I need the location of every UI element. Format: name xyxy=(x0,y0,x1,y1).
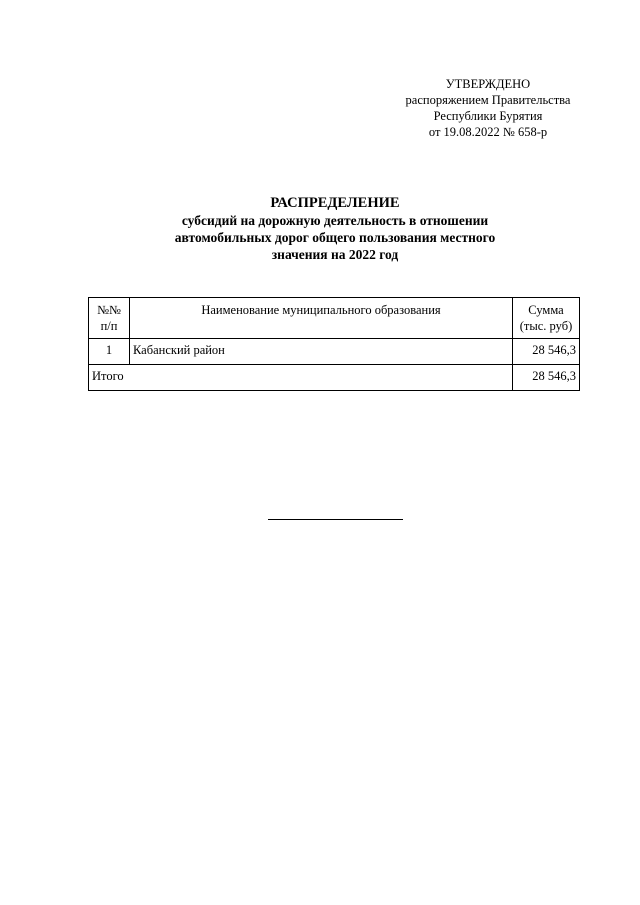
table-row xyxy=(89,339,580,365)
approval-republic: Республики Бурятия xyxy=(433,109,543,123)
document-title xyxy=(130,195,540,263)
distribution-table xyxy=(88,297,580,391)
table-total-row xyxy=(89,365,580,391)
total-label: Итого xyxy=(89,365,513,391)
header-sum: Сумма (тыс. руб) xyxy=(513,298,580,339)
table-header-row xyxy=(89,298,580,339)
row-sum: 28 546,3 xyxy=(513,339,580,365)
document-title-line: автомобильных дорог общего пользования местного xyxy=(174,230,496,245)
document-title-main: РАСПРЕДЕЛЕНИЕ xyxy=(270,195,400,211)
approval-stamp xyxy=(398,76,578,140)
row-number: 1 xyxy=(89,339,130,365)
approval-title: УТВЕРЖДЕНО xyxy=(445,77,531,91)
document-title-line: субсидий на дорожную деятельность в отношении xyxy=(181,213,489,228)
row-municipality-name: Кабанский район xyxy=(130,339,513,365)
approval-authority: распоряжением Правительства xyxy=(405,93,571,107)
document-title-line: значения на 2022 год xyxy=(271,247,399,262)
header-municipality-name: Наименование муниципального образования xyxy=(130,298,513,339)
closing-divider xyxy=(268,519,403,520)
approval-date-number: от 19.08.2022 № 658-р xyxy=(428,125,548,139)
header-number: №№ п/п xyxy=(89,298,130,339)
total-sum: 28 546,3 xyxy=(513,365,580,391)
